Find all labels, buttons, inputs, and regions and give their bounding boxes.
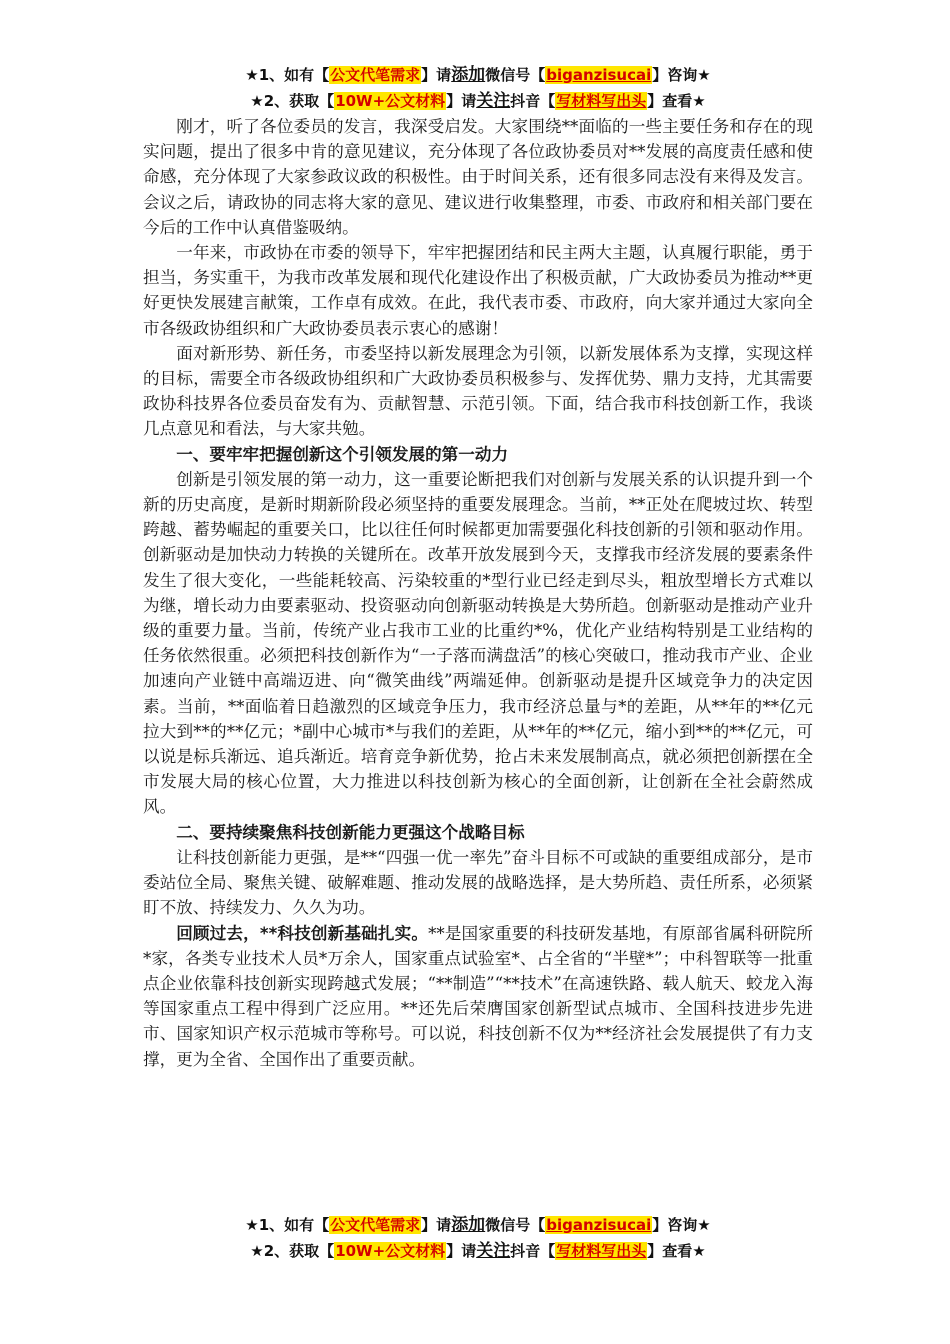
paragraph-6-text: **是国家重要的科技研发基地，有原部省属科研院所*家，各类专业技术人员*万余人，国家重点试验室*、占全省的“半壁*”；中科智联等一批重点企业依靠科技创新实现跨越式发展；“**制造”“**技术”在高速铁路、载人航天、蛟龙入海等国家重点工程中得到广泛应用。**还先后荣膺国家创新型试点城市、全国科技进步先进市、国家知识产权示范城市等称号。可以说，科技创新不仅为**经济社会发展提供了有力支撑，更为全省、全国作出了重要贡献。	[143, 923, 813, 1069]
paragraph-6	[143, 921, 813, 1072]
highlight-wechat-id[interactable]: biganzisucai	[546, 1216, 652, 1234]
section-heading-1: 一、要牢牢把握创新这个引领发展的第一动力	[176, 444, 509, 464]
promo-line-1: ★1、如有【公文代笔需求】请添加微信号【biganzisucai】咨询★	[245, 65, 711, 85]
highlight-service: 公文代笔需求	[330, 66, 421, 84]
paragraph-3: 面对新形势、新任务，市委坚持以新发展理念为引领，以新发展体系为支撑，实现这样的目标，需要全市各级政协组织和广大政协委员积极参与、发挥优势、鼎力支持，尤其需要政协科技界各位委员奋发有为、贡献智慧、示范引领。下面，结合我市科技创新工作，我谈几点意见和看法，与大家共勉。	[143, 343, 813, 439]
highlight-douyin-account[interactable]: 写材料写出头	[556, 1242, 647, 1260]
promo-line-2: ★2、获取【10W+公文材料】请关注抖音【写材料写出头】查看★	[250, 91, 706, 111]
highlight-wechat-id[interactable]: biganzisucai	[546, 66, 652, 84]
promo-banner-bottom	[143, 1212, 813, 1264]
document-page	[143, 62, 813, 1072]
paragraph-4: 创新是引领发展的第一动力，这一重要论断把我们对创新与发展关系的认识提升到一个新的历史高度，是新时期新阶段必须坚持的重要发展理念。当前，**正处在爬坡过坎、转型跨越、蓄势崛起的重要关口，比以往任何时候都更加需要强化科技创新的引领和驱动作用。创新驱动是加快动力转换的关键所在。改革开放发展到今天，支撑我市经济发展的要素条件发生了很大变化，一些能耗较高、污染较重的*型行业已经走到尽头，粗放型增长方式难以为继，增长动力由要素驱动、投资驱动向创新驱动转换是大势所趋。创新驱动是推动产业升级的重要力量。当前，传统产业占我市工业的比重约*%，优化产业结构特别是工业结构的任务依然很重。必须把科技创新作为“一子落而满盘活”的核心突破口，推动我市产业、企业加速向产业链中高端迈进、向“微笑曲线”两端延伸。创新驱动是提升区域竞争力的决定因素。当前，**面临着日趋激烈的区域竞争压力，我市经济总量与*的差距，从**年的**亿元拉大到**的**亿元；*副中心城市*与我们的差距，从**年的**亿元，缩小到**的**亿元，可以说是标兵渐远、追兵渐近。培育竞争新优势，抢占未来发展制高点，就必须把创新摆在全市发展大局的核心位置，大力推进以科技创新为核心的全面创新，让创新在全社会蔚然成风。	[143, 469, 813, 817]
paragraph-2: 一年来，市政协在市委的领导下，牢牢把握团结和民主两大主题，认真履行职能，勇于担当，务实重干，为我市改革发展和现代化建设作出了积极贡献，广大政协委员为推动**更好更快发展建言献策，工作卓有成效。在此，我代表市委、市政府，向大家并通过大家向全市各级政协组织和广大政协委员表示衷心的感谢！	[143, 243, 813, 338]
paragraph-1: 刚才，听了各位委员的发言，我深受启发。大家围绕**面临的一些主要任务和存在的现实问题，提出了很多中肯的意见建议，充分体现了各位政协委员对**发展的高度责任感和使命感，充分体现了大家参政议政的积极性。由于时间关系，还有很多同志没有来得及发言。会议之后，请政协的同志将大家的意见、建议进行收集整理，市委、市政府和相关部门要在今后的工作中认真借鉴吸纳。	[143, 117, 813, 237]
paragraph-6-lead: 回顾过去，**科技创新基础扎实。	[176, 923, 429, 943]
highlight-materials: 10W+公文材料	[335, 1242, 446, 1260]
highlight-materials: 10W+公文材料	[335, 92, 446, 110]
highlight-douyin-account[interactable]: 写材料写出头	[556, 92, 647, 110]
highlight-service: 公文代笔需求	[330, 1216, 421, 1234]
promo-line-2-bottom: ★2、获取【10W+公文材料】请关注抖音【写材料写出头】查看★	[250, 1241, 706, 1261]
promo-banner-top	[143, 62, 813, 114]
section-heading-2: 二、要持续聚焦科技创新能力更强这个战略目标	[176, 822, 525, 842]
paragraph-5: 让科技创新能力更强，是**“四强一优一率先”奋斗目标不可或缺的重要组成部分，是市委站位全局、聚焦关键、破解难题、推动发展的战略选择，是大势所趋、责任所系，必须紧盯不放、持续发力、久久为功。	[143, 847, 813, 918]
promo-line-1-bottom: ★1、如有【公文代笔需求】请添加微信号【biganzisucai】咨询★	[245, 1215, 711, 1235]
